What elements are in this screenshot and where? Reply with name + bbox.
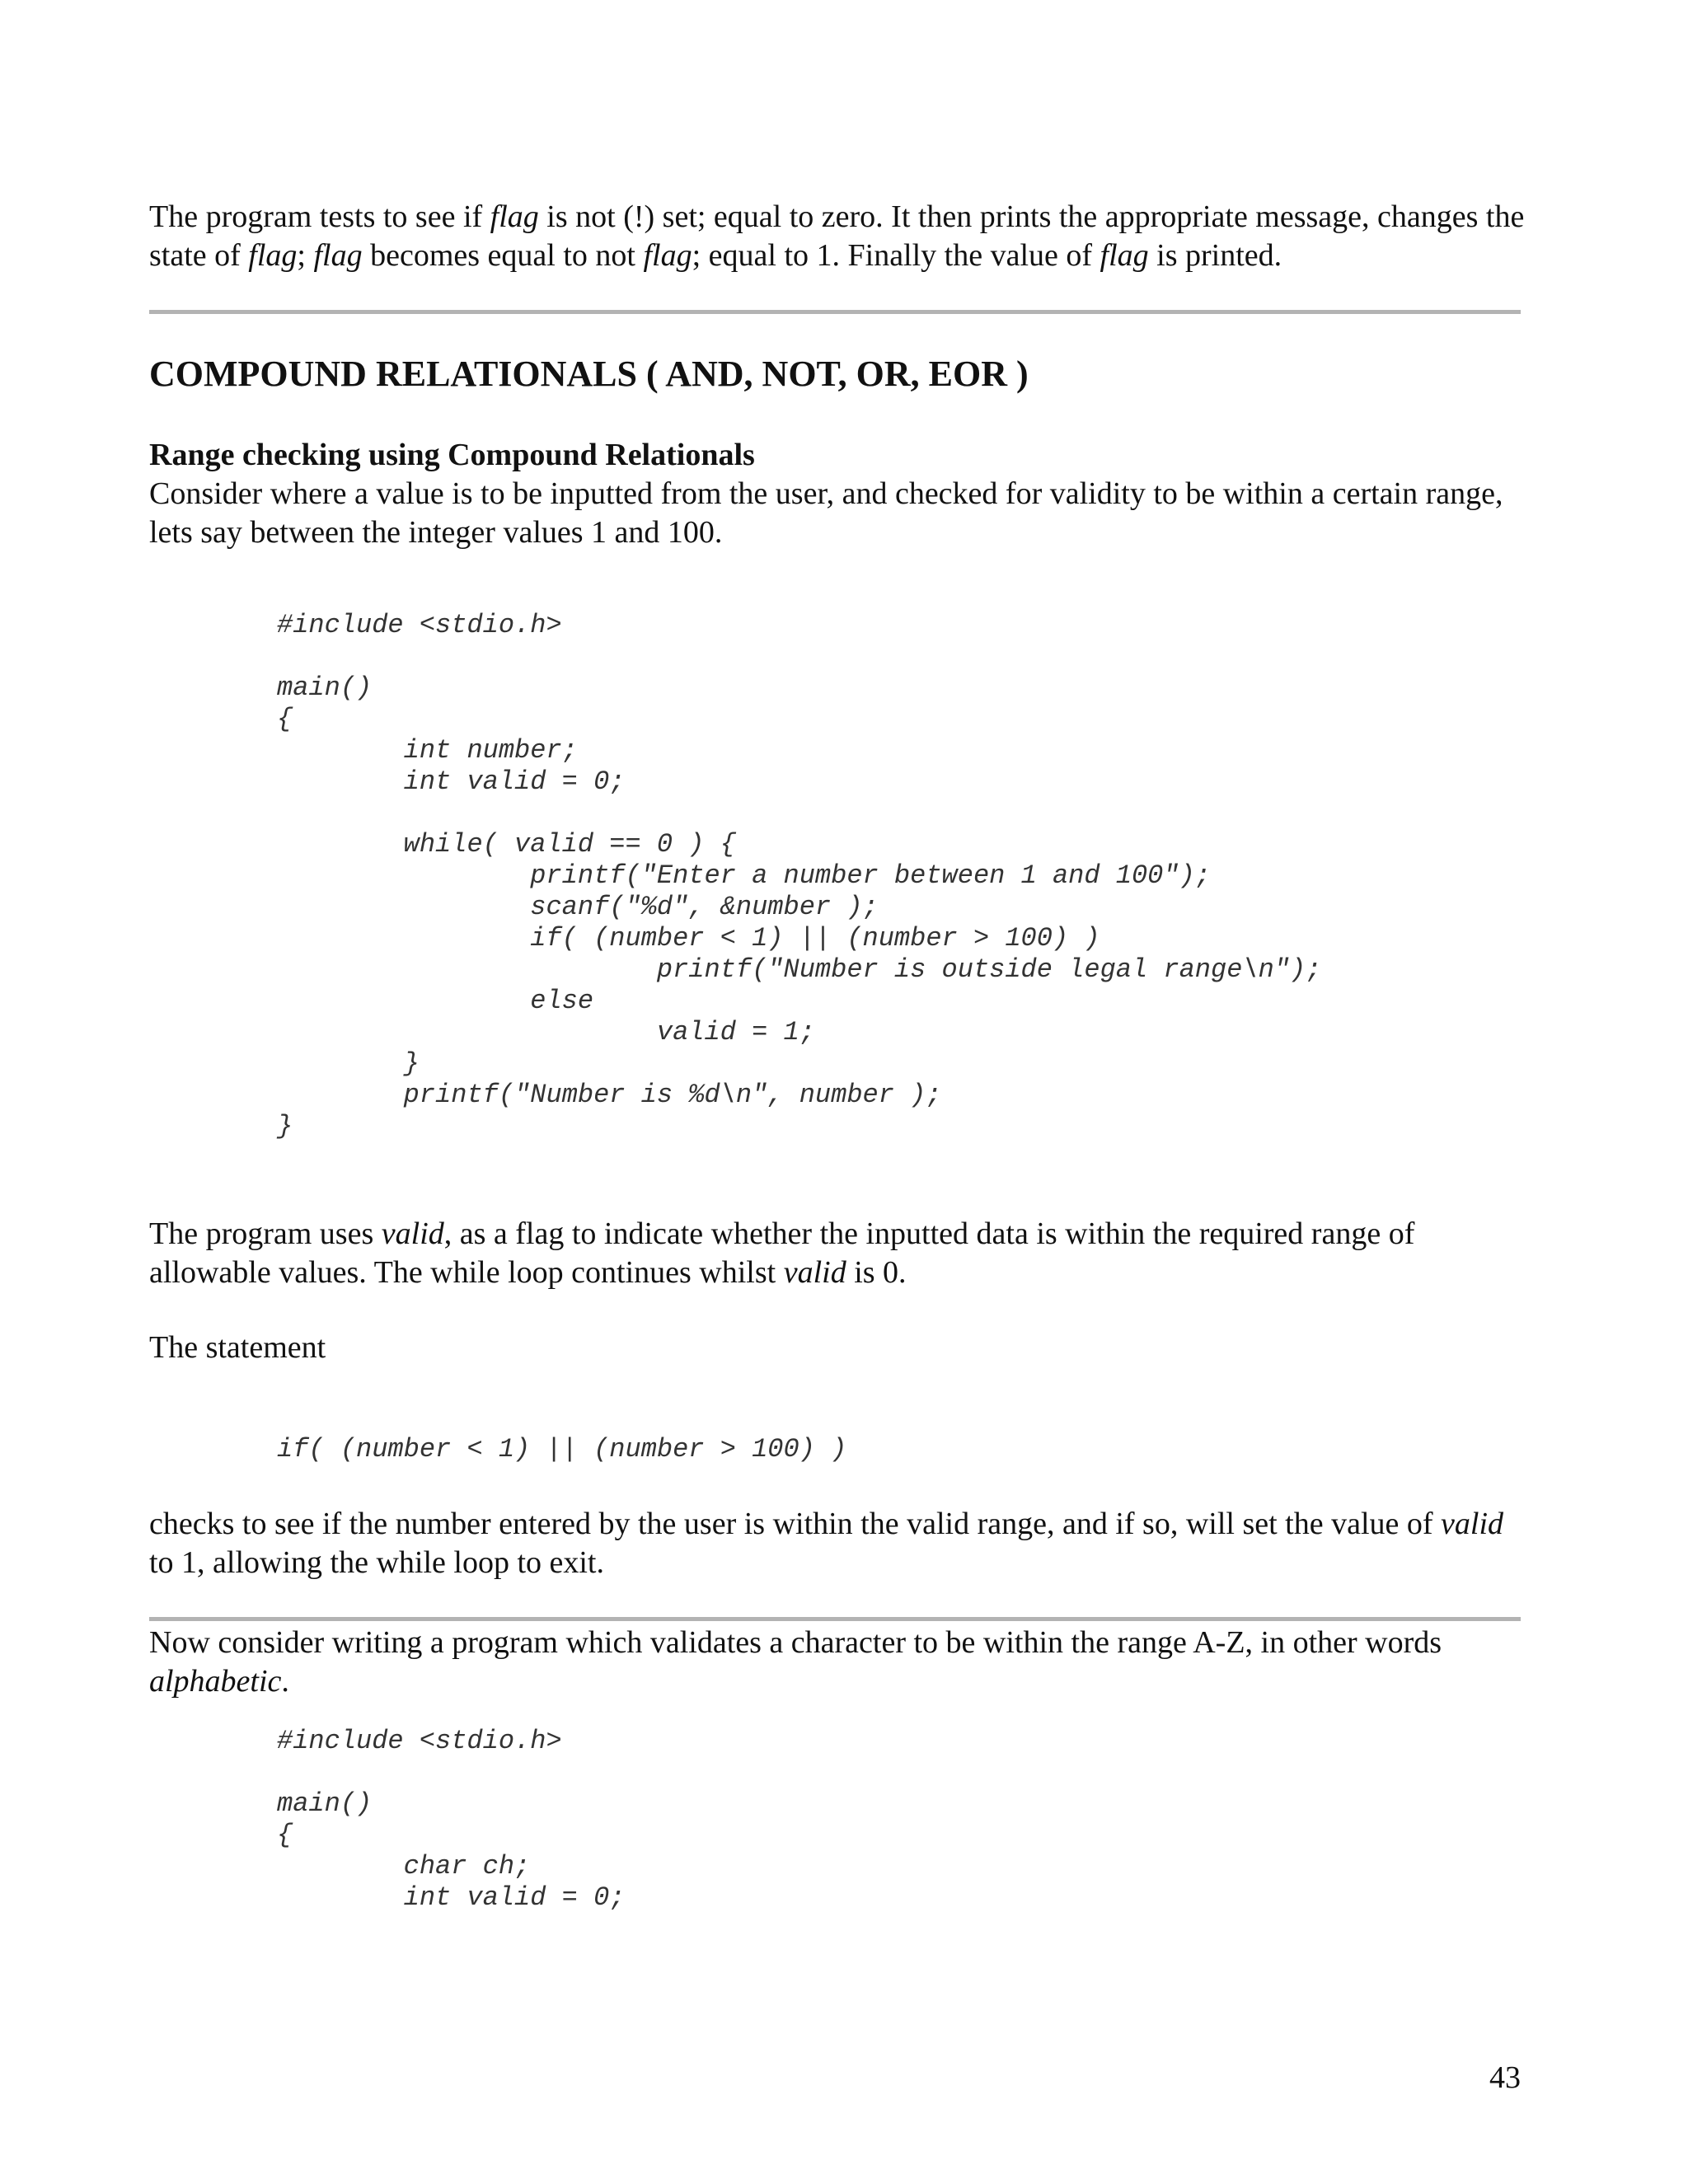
valid-text-1: The program uses <box>149 1216 382 1251</box>
code-block-range-check: #include <stdio.h> main() { int number; int valid = 0; while( valid == 0 ) { printf("Enter a number between 1 and 100"); scanf("%d", &number ); if( (number < 1) || (number > 100) ) printf("Number is outside legal range\n"); else valid = 1; } printf("Number is %d\n", number ); } <box>277 610 1322 1141</box>
checks-text-2: to 1, allowing the while loop to exit. <box>149 1545 604 1580</box>
intro-text-2: is not (!) set; equal to zero. It then prints the appropriate message, changes the state of <box>149 199 1525 273</box>
alphabetic-paragraph <box>149 1624 1534 1701</box>
page-number: 43 <box>1489 2060 1521 2095</box>
intro-flag-5: flag <box>1100 238 1149 273</box>
intro-paragraph <box>149 198 1534 275</box>
intro-text-6: is printed. <box>1148 238 1282 273</box>
intro-flag-3: flag <box>313 238 363 273</box>
intro-flag-4: flag <box>643 238 692 273</box>
alpha-text-2: . <box>281 1664 289 1699</box>
intro-text-4: becomes equal to not <box>362 238 644 273</box>
section-heading: COMPOUND RELATIONALS ( AND, NOT, OR, EOR ) <box>149 354 1029 394</box>
valid-text-2: , as a flag to indicate whether the inputted data is within the required range of allowable values. The while loop continues whilst <box>149 1216 1415 1290</box>
code-block-if-statement: if( (number < 1) || (number > 100) ) <box>277 1434 847 1465</box>
intro-flag-2: flag <box>248 238 298 273</box>
intro-text-1: The program tests to see if <box>149 199 490 234</box>
valid-flag-paragraph <box>149 1215 1534 1292</box>
alpha-term: alphabetic <box>149 1664 282 1699</box>
alpha-text-1: Now consider writing a program which validates a character to be within the range A-Z, in other words <box>149 1625 1442 1660</box>
valid-term-2: valid <box>783 1255 846 1290</box>
checks-paragraph <box>149 1505 1534 1582</box>
valid-text-3: is 0. <box>846 1255 907 1290</box>
section-divider-middle <box>149 1617 1521 1621</box>
intro-text-5: ; equal to 1. Finally the value of <box>692 238 1100 273</box>
subsection-heading: Range checking using Compound Relationals <box>149 438 755 472</box>
checks-valid-term: valid <box>1441 1507 1504 1541</box>
checks-text-1: checks to see if the number entered by the user is within the valid range, and if so, will set the value of <box>149 1507 1442 1541</box>
range-intro-paragraph: Consider where a value is to be inputted from the user, and checked for validity to be within a certain range, lets say between the integer values 1 and 100. <box>149 476 1503 550</box>
intro-flag-1: flag <box>490 199 539 234</box>
statement-label: The statement <box>149 1330 326 1365</box>
section-divider-top <box>149 310 1521 314</box>
code-block-char-check: #include <stdio.h> main() { char ch; int valid = 0; <box>277 1726 626 1913</box>
intro-text-3: ; <box>297 238 314 273</box>
valid-term-1: valid <box>381 1216 444 1251</box>
